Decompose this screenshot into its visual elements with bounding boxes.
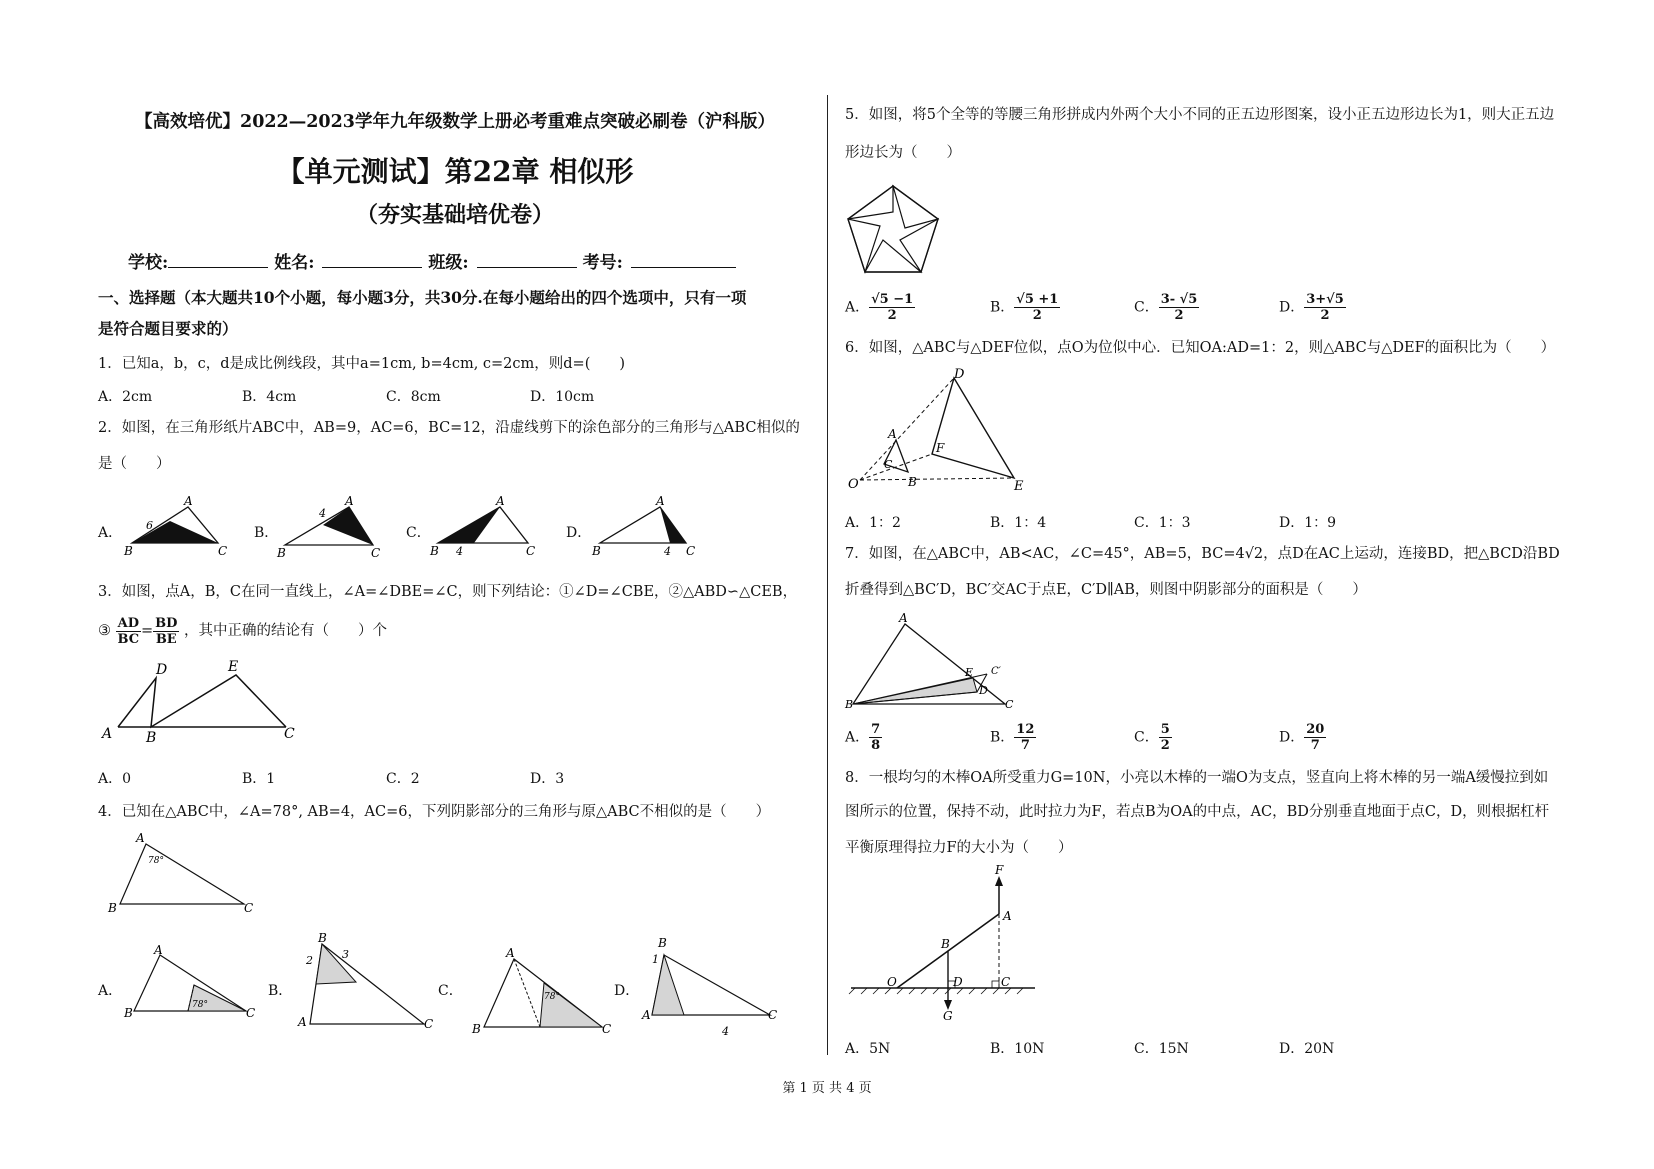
q4-reference-triangle xyxy=(104,830,264,915)
q5-line2: 形边长为（ ） xyxy=(845,145,961,161)
q5-option-d-numerator: 3+√5 xyxy=(1306,292,1344,307)
svg-text:B: B xyxy=(108,901,117,915)
svg-text:B: B xyxy=(277,546,286,560)
exam-header: 【高效培优】2022—2023学年九年级数学上册必考重难点突破必刷卷（沪科版） xyxy=(135,112,775,132)
svg-text:D: D xyxy=(953,975,963,989)
svg-text:A: A xyxy=(136,831,145,845)
q8-option-c[interactable]: C．15N xyxy=(1134,1041,1189,1057)
svg-text:A: A xyxy=(345,494,354,508)
q2-line2: 是（ ） xyxy=(98,456,171,472)
q7-option-a-label: A． xyxy=(845,729,870,746)
svg-text:G: G xyxy=(943,1009,953,1023)
svg-text:A: A xyxy=(888,427,897,441)
q5-option-d[interactable] xyxy=(1279,292,1346,323)
q5-pentagon-figure xyxy=(845,182,945,277)
svg-text:4: 4 xyxy=(722,1025,729,1038)
q7-option-d-denominator: 7 xyxy=(1310,738,1320,753)
q5-option-c-numerator: 3- √5 xyxy=(1160,292,1198,307)
q5-option-c-denominator: 2 xyxy=(1174,308,1184,323)
page-subtitle: （夯实基础培优卷） xyxy=(355,202,554,228)
svg-text:A: A xyxy=(506,946,515,960)
section-1-heading xyxy=(98,282,808,344)
svg-text:A: A xyxy=(496,494,505,508)
q3-option-c[interactable]: C．2 xyxy=(386,771,420,787)
q5-option-b-numerator: √5 +1 xyxy=(1016,292,1059,307)
svg-text:2: 2 xyxy=(306,954,313,967)
q5-option-d-denominator: 2 xyxy=(1320,308,1330,323)
svg-text:D: D xyxy=(156,662,168,678)
svg-text:4: 4 xyxy=(664,545,671,558)
q2-option-c[interactable]: C． xyxy=(406,525,431,541)
q5-option-b[interactable] xyxy=(990,292,1060,323)
number-blank[interactable] xyxy=(631,251,736,268)
svg-text:C: C xyxy=(686,544,696,558)
school-blank[interactable] xyxy=(168,251,268,268)
class-blank[interactable] xyxy=(477,251,577,268)
q1-option-a[interactable]: A．2cm xyxy=(98,389,153,405)
q5-option-d-label: D． xyxy=(1279,299,1305,316)
svg-text:B: B xyxy=(658,936,667,950)
name-blank[interactable] xyxy=(322,251,422,268)
q5-option-a[interactable] xyxy=(845,292,915,323)
svg-text:E: E xyxy=(965,666,974,679)
svg-text:6: 6 xyxy=(146,519,153,532)
svg-text:C: C xyxy=(1005,698,1014,711)
q1-option-d[interactable]: D．10cm xyxy=(530,389,595,405)
student-info-fields xyxy=(128,248,736,273)
svg-text:C′: C′ xyxy=(991,666,1001,677)
q3-equals: = xyxy=(140,623,154,639)
page-title: 【单元测试】第22章 相似形 xyxy=(276,155,634,188)
q4-figure-a xyxy=(122,945,262,1025)
svg-text:A: A xyxy=(154,943,163,957)
q3-fraction-ad-bc xyxy=(116,616,141,647)
q2-line1: 2．如图，在三角形纸片ABC中，AB=9，AC=6，BC=12，沿虚线剪下的涂色部分的三角形与△ABC相似的 xyxy=(98,420,800,436)
q3-frac1-denominator: BC xyxy=(117,631,140,647)
q8-line1: 8．一根均匀的木棒OA所受重力G=10N，小亮以木棒的一端O为支点，竖直向上将木棒的另一端A缓慢拉到如 xyxy=(845,770,1549,786)
q3-frac2-numerator: BD xyxy=(155,615,178,631)
q7-line1: 7．如图，在△ABC中，AB<AC，∠C=45°，AB=5，BC=4√2，点D在AC上运动，连接BD，把△BCD沿BD xyxy=(845,546,1560,562)
svg-text:78°: 78° xyxy=(192,1000,208,1010)
q7-option-c-denominator: 2 xyxy=(1160,738,1170,753)
q3-line1: 3．如图，点A，B，C在同一直线上，∠A=∠DBE=∠C，则下列结论：①∠D=∠CBE，②△ABD∽△CEB， xyxy=(98,584,798,600)
svg-text:C: C xyxy=(371,546,381,560)
svg-text:C: C xyxy=(526,544,536,558)
q7-option-d[interactable] xyxy=(1279,722,1326,753)
page-footer: 第 1 页 共 4 页 xyxy=(782,1081,872,1096)
svg-text:D: D xyxy=(979,684,988,697)
class-label: 班级: xyxy=(428,253,469,273)
q3-figure xyxy=(100,660,300,750)
svg-text:B: B xyxy=(472,1022,481,1036)
q4-option-b[interactable]: B． xyxy=(268,983,293,999)
q8-line3: 平衡原理得拉力F的大小为（ ） xyxy=(845,840,1073,856)
q4-option-d[interactable]: D． xyxy=(614,983,640,999)
svg-text:A: A xyxy=(642,1008,651,1022)
q8-option-a[interactable]: A．5N xyxy=(845,1041,891,1057)
q7-option-a-numerator: 7 xyxy=(871,722,881,737)
q5-option-a-label: A． xyxy=(845,299,870,316)
q5-option-b-label: B． xyxy=(990,299,1015,316)
q6-figure xyxy=(848,367,1038,500)
svg-text:E: E xyxy=(228,659,239,675)
svg-text:D: D xyxy=(954,367,965,382)
svg-text:O: O xyxy=(887,975,897,989)
svg-text:C: C xyxy=(424,1017,434,1031)
svg-text:B: B xyxy=(908,475,917,489)
q2-figure-a xyxy=(122,495,232,560)
q4-figure-d xyxy=(644,935,784,1045)
svg-text:C: C xyxy=(284,726,295,742)
svg-text:F: F xyxy=(995,863,1004,877)
svg-text:A: A xyxy=(102,726,113,742)
svg-text:A: A xyxy=(184,494,193,508)
q7-figure xyxy=(845,612,1020,712)
q3-option-b[interactable]: B．1 xyxy=(242,771,276,787)
svg-text:C: C xyxy=(218,544,228,558)
svg-text:C: C xyxy=(768,1008,778,1022)
svg-text:A: A xyxy=(298,1015,307,1029)
svg-text:O: O xyxy=(848,477,859,492)
q6-option-d[interactable]: D．1：9 xyxy=(1279,515,1337,531)
q3-option-a[interactable]: A．0 xyxy=(98,771,132,787)
svg-text:C: C xyxy=(246,1006,256,1020)
q7-option-b-denominator: 7 xyxy=(1020,738,1030,753)
svg-text:C: C xyxy=(244,901,254,915)
svg-text:A: A xyxy=(656,494,665,508)
svg-text:4: 4 xyxy=(319,507,326,520)
q7-option-a[interactable] xyxy=(845,722,882,753)
q7-option-b[interactable] xyxy=(990,722,1036,753)
svg-text:78°: 78° xyxy=(148,856,164,866)
q5-option-c-label: C． xyxy=(1134,299,1159,316)
school-label: 学校: xyxy=(128,253,169,273)
q6-option-a[interactable]: A．1：2 xyxy=(845,515,901,531)
section-1-line1: 一、选择题（本大题共10个小题，每小题3分，共30分.在每小题给出的四个选项中，只有一项 xyxy=(98,288,747,307)
q5-option-b-denominator: 2 xyxy=(1032,308,1042,323)
q6-option-c[interactable]: C．1：3 xyxy=(1134,515,1191,531)
svg-text:C: C xyxy=(884,458,893,471)
svg-text:A: A xyxy=(899,611,908,625)
q3-line2 xyxy=(98,614,387,648)
q7-option-c-numerator: 5 xyxy=(1160,722,1170,737)
q4-figure-b xyxy=(298,932,438,1032)
q5-option-c[interactable] xyxy=(1134,292,1199,323)
q5-option-a-denominator: 2 xyxy=(887,308,897,323)
q5-option-a-numerator: √5 −1 xyxy=(871,292,914,307)
q7-option-a-denominator: 8 xyxy=(871,738,881,753)
q7-option-d-numerator: 20 xyxy=(1306,722,1325,737)
q7-option-c[interactable] xyxy=(1134,722,1172,753)
q2-option-b[interactable]: B． xyxy=(254,525,279,541)
q2-option-d[interactable]: D． xyxy=(566,525,592,541)
svg-text:B: B xyxy=(124,1006,133,1020)
q3-line2-post: ，其中正确的结论有（ ）个 xyxy=(184,623,388,639)
svg-text:B: B xyxy=(592,544,601,558)
svg-text:E: E xyxy=(1014,479,1024,494)
q2-figure-d xyxy=(590,495,700,560)
q7-line2: 折叠得到△BC′D，BC′交AC于点E，C′D∥AB，则图中阴影部分的面积是（ ） xyxy=(845,582,1367,598)
column-divider xyxy=(827,95,828,1055)
q4-option-c[interactable]: C． xyxy=(438,983,463,999)
svg-text:78°: 78° xyxy=(544,992,560,1002)
svg-text:B: B xyxy=(124,544,133,558)
svg-text:B: B xyxy=(318,931,327,945)
svg-text:B: B xyxy=(845,698,854,711)
q7-option-b-numerator: 12 xyxy=(1016,722,1035,737)
q3-frac2-denominator: BE xyxy=(155,631,177,647)
q7-option-b-label: B． xyxy=(990,729,1015,746)
q4-text: 4．已知在△ABC中，∠A=78°, AB=4，AC=6，下列阴影部分的三角形与原△ABC不相似的是（ ） xyxy=(98,804,771,820)
q3-item3-marker: ③ xyxy=(98,623,111,639)
q8-option-b[interactable]: B．10N xyxy=(990,1041,1045,1057)
q1-option-c[interactable]: C．8cm xyxy=(386,389,441,405)
svg-text:1: 1 xyxy=(652,953,659,966)
q8-line2: 图所示的位置，保持不动，此时拉力为F，若点B为OA的中点，AC，BD分别垂直地面于点C，D，则根据杠杆 xyxy=(845,804,1550,820)
number-label: 考号: xyxy=(582,253,623,273)
q2-option-a[interactable]: A． xyxy=(98,525,123,541)
section-1-line2: 是符合题目要求的） xyxy=(98,319,238,338)
q8-lever-figure xyxy=(845,863,1045,1023)
q7-option-d-label: D． xyxy=(1279,729,1305,746)
q6-text: 6．如图，△ABC与△DEF位似，点O为位似中心．已知OA:AD=1：2，则△ABC与△DEF的面积比为（ ） xyxy=(845,340,1556,356)
q4-option-a[interactable]: A． xyxy=(98,983,123,999)
svg-text:4: 4 xyxy=(456,545,463,558)
q3-frac1-numerator: AD xyxy=(117,615,139,631)
q1-option-b[interactable]: B．4cm xyxy=(242,389,297,405)
q8-option-d[interactable]: D．20N xyxy=(1279,1041,1335,1057)
q7-option-c-label: C． xyxy=(1134,729,1159,746)
svg-text:C: C xyxy=(602,1022,612,1036)
q2-figure-b xyxy=(275,495,385,560)
q1-text: 1．已知a，b，c，d是成比例线段，其中a=1cm, b=4cm, c=2cm，则d=( ) xyxy=(98,356,626,372)
svg-text:B: B xyxy=(430,544,439,558)
q4-figure-c xyxy=(468,945,618,1035)
q5-line1: 5．如图，将5个全等的等腰三角形拼成内外两个大小不同的正五边形图案，设小正五边形边长为1，则大正五边 xyxy=(845,107,1555,123)
q2-figure-c xyxy=(428,495,538,560)
svg-text:B: B xyxy=(941,937,950,951)
q3-option-d[interactable]: D．3 xyxy=(530,771,565,787)
q3-fraction-bd-be xyxy=(153,616,179,647)
svg-text:F: F xyxy=(936,441,945,455)
svg-text:A: A xyxy=(1003,909,1012,923)
svg-text:B: B xyxy=(146,730,157,746)
svg-text:3: 3 xyxy=(342,948,349,961)
name-label: 姓名: xyxy=(274,253,315,273)
q6-option-b[interactable]: B．1：4 xyxy=(990,515,1047,531)
svg-text:C: C xyxy=(1001,975,1011,989)
